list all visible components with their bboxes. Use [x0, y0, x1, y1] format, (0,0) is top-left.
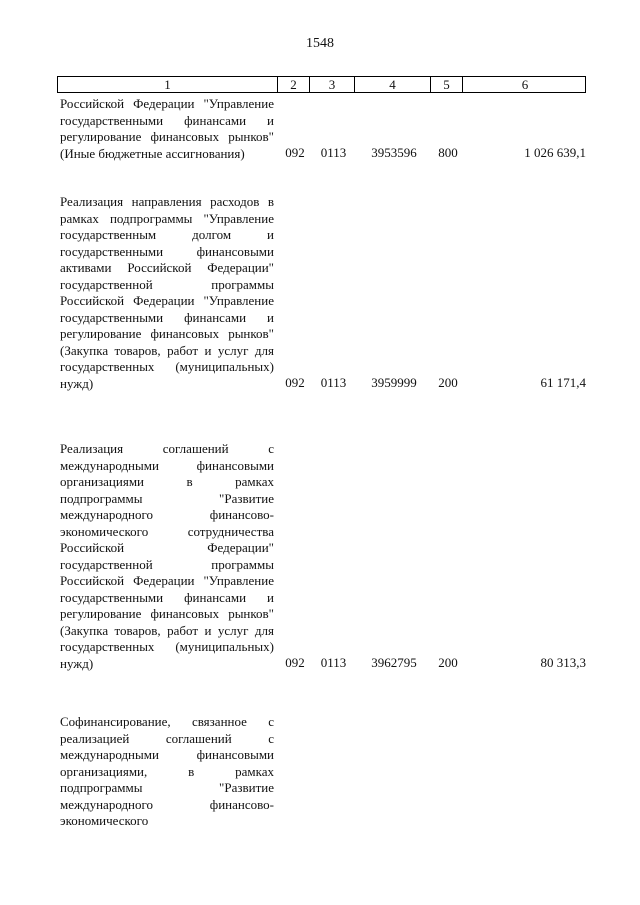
- row-expense-type: 800: [438, 144, 458, 160]
- row-target-code: 3962795: [371, 654, 417, 670]
- row-description: Реализация направления расходов в рамках подпрограммы "Управление государственным долгом и государственными финансовыми активами Российской Федерации" государственной программы Российской Федерации "Управление государственными финансами и регулирование финансовых рынков" (Закупка товаров, работ и услуг для государственных (муниципальных) нужд): [60, 194, 274, 391]
- row-target-code: 3959999: [371, 374, 417, 390]
- table-row: [60, 441, 586, 672]
- table-header: [57, 76, 586, 93]
- row-section-code: 0113: [320, 144, 347, 160]
- page-number: 1548: [306, 36, 334, 51]
- row-amount: 61 171,4: [540, 374, 586, 390]
- header-col-3: 3: [310, 77, 355, 92]
- row-expense-type: 200: [438, 374, 458, 390]
- header-col-5: 5: [431, 77, 463, 92]
- header-col-1: 1: [58, 77, 278, 92]
- header-col-2: 2: [278, 77, 310, 92]
- row-target-code: 3953596: [371, 144, 417, 160]
- row-ministry-code: 092: [285, 144, 305, 160]
- header-col-6: 6: [521, 77, 529, 92]
- row-ministry-code: 092: [285, 654, 305, 670]
- row-description: Реализация соглашений с международными финансовыми организациями в рамках подпрограммы "Развитие международного финансово-экономического сотрудничества Российской Федерации" государственной программы Российской Федерации "Управление государственными финансами и регулирование финансовых рынков" (Закупка товаров, работ и услуг для государственных (муниципальных) нужд): [60, 441, 274, 671]
- row-section-code: 0113: [320, 374, 347, 390]
- table-row: [60, 96, 586, 162]
- table-row: [60, 714, 586, 830]
- row-description: Российской Федерации "Управление государственными финансами и регулирование финансовых рынков" (Иные бюджетные ассигнования): [60, 96, 274, 161]
- row-amount: 1 026 639,1: [524, 144, 586, 160]
- row-description: Софинансирование, связанное с реализацией соглашений с международными финансовыми организациями, в рамках подпрограммы "Развитие международного финансово-экономического: [60, 714, 274, 828]
- row-ministry-code: 092: [285, 374, 305, 390]
- header-col-4: 4: [355, 77, 431, 92]
- row-section-code: 0113: [320, 654, 347, 670]
- row-amount: 80 313,3: [540, 654, 586, 670]
- table-row: [60, 194, 586, 392]
- row-expense-type: 200: [438, 654, 458, 670]
